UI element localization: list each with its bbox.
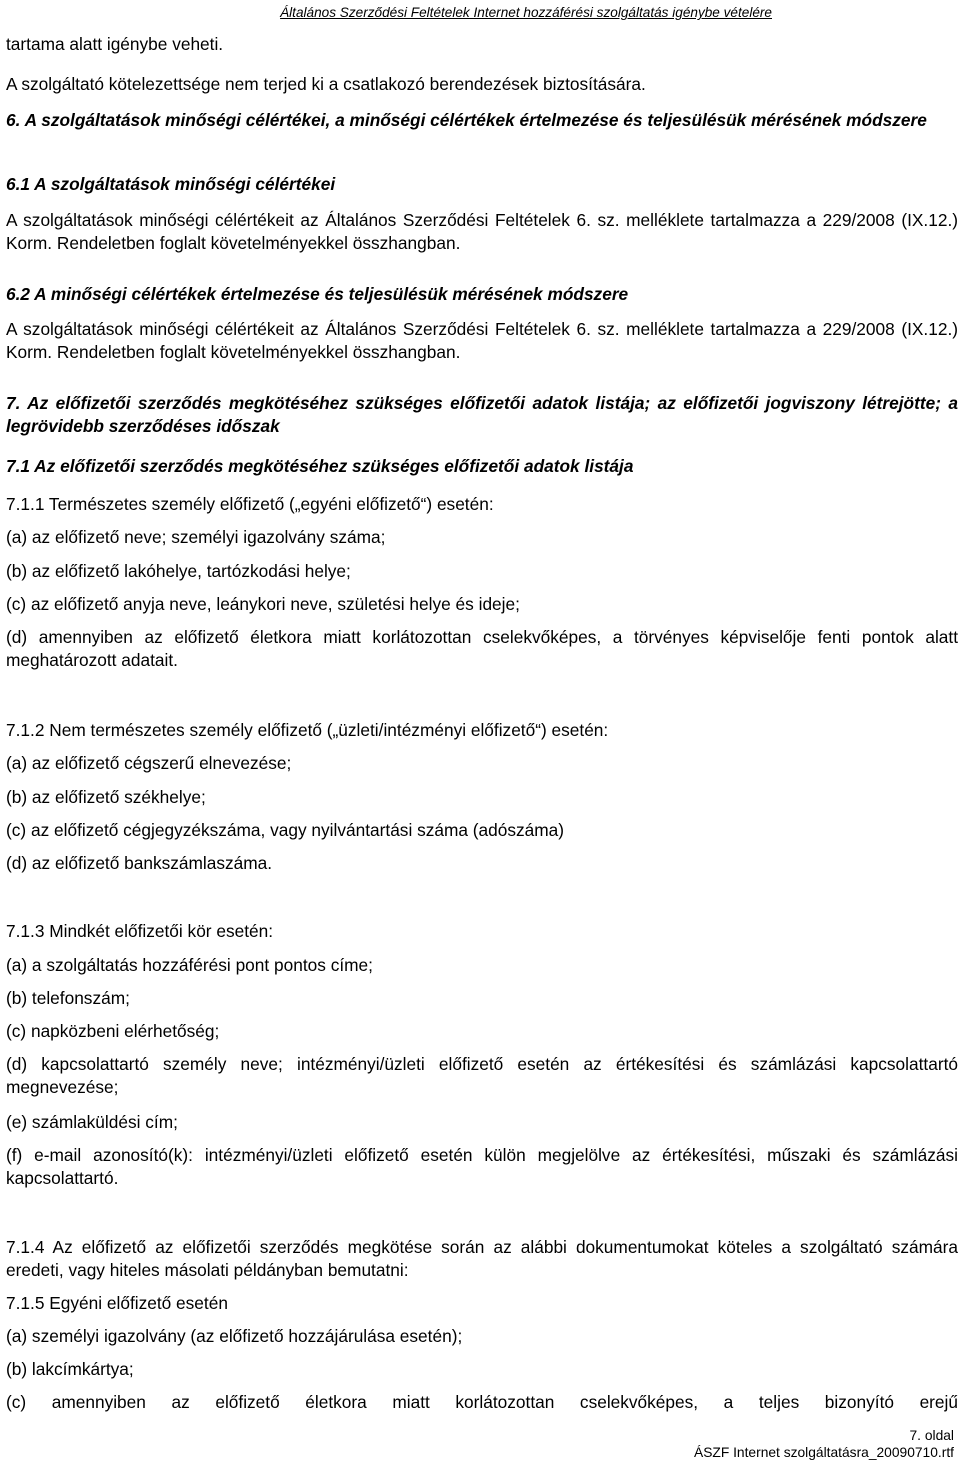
- list-item: (d) az előfizető bankszámlaszáma.: [6, 853, 273, 873]
- section-7-1-5-title: 7.1.5 Egyéni előfizető esetén: [6, 1293, 228, 1313]
- list-item: (c) napközbeni elérhetőség;: [6, 1021, 220, 1041]
- heading-6-2: 6.2 A minőségi célértékek értelmezése és teljesülésük mérésének módszere: [6, 284, 629, 304]
- section-7-1-2-title: 7.1.2 Nem természetes személy előfizető („üzleti/intézményi előfizető“) esetén:: [6, 720, 609, 740]
- heading-6-1: 6.1 A szolgáltatások minőségi célértékei: [6, 174, 336, 194]
- section-7-1-1-title: 7.1.1 Természetes személy előfizető („egyéni előfizető“) esetén:: [6, 494, 494, 514]
- list-item: (f) e-mail azonosító(k): intézményi/üzleti előfizető esetén külön megjelölve az értékesítési, műszaki és számlázási kapcsolattartó.: [6, 1145, 958, 1188]
- list-item: (b) az előfizető lakóhelye, tartózkodási helye;: [6, 561, 351, 581]
- page-header: Általános Szerződési Feltételek Internet hozzáférési szolgáltatás igénybe vételére: [280, 5, 772, 20]
- heading-7: 7. Az előfizetői szerződés megkötéséhez szükséges előfizetői adatok listája; az előfizetői jogviszony létrejötte; a legrövidebb szerződéses időszak: [6, 393, 958, 436]
- section-7-1-3-title: 7.1.3 Mindkét előfizetői kör esetén:: [6, 921, 274, 941]
- footer-file-name: ÁSZF Internet szolgáltatásra_20090710.rtf: [694, 1445, 954, 1460]
- paragraph-6-1: A szolgáltatások minőségi célértékeit az Általános Szerződési Feltételek 6. sz. melléklete tartalmazza a 229/2008 (IX.12.) Korm. Rendeletben foglalt követelményekkel összhangban.: [6, 210, 958, 253]
- list-item: (b) az előfizető székhelye;: [6, 787, 206, 807]
- paragraph-no-device: A szolgáltató kötelezettsége nem terjed ki a csatlakozó berendezések biztosítására.: [6, 74, 646, 94]
- heading-7-1: 7.1 Az előfizetői szerződés megkötéséhez szükséges előfizetői adatok listája: [6, 456, 634, 476]
- list-item: (d) kapcsolattartó személy neve; intézményi/üzleti előfizető esetén az értékesítési és számlázási kapcsolattartó megnevezése;: [6, 1054, 958, 1097]
- list-item: (a) az előfizető neve; személyi igazolvány száma;: [6, 527, 386, 547]
- list-item: (c) az előfizető anyja neve, leánykori neve, születési helye és ideje;: [6, 594, 520, 614]
- heading-6: 6. A szolgáltatások minőségi célértékei, a minőségi célértékek értelmezése és teljesülésük mérésének módszere: [6, 110, 927, 130]
- footer-page-number: 7. oldal: [909, 1428, 954, 1443]
- section-7-1-4: 7.1.4 Az előfizető az előfizetői szerződés megkötése során az alábbi dokumentumokat köteles a szolgáltató számára eredeti, vagy hiteles másolati példányban bemutatni:: [6, 1237, 958, 1280]
- list-item: (b) lakcímkártya;: [6, 1359, 134, 1379]
- paragraph-intro: tartama alatt igénybe veheti.: [6, 34, 224, 54]
- list-item: (c) amennyiben az előfizető életkora miatt korlátozottan cselekvőképes, a teljes bizonyító erejű: [6, 1392, 958, 1412]
- list-item: (e) számlaküldési cím;: [6, 1112, 178, 1132]
- list-item: (a) az előfizető cégszerű elnevezése;: [6, 753, 292, 773]
- list-item: (d) amennyiben az előfizető életkora miatt korlátozottan cselekvőképes, a törvényes képviselője fenti pontok alatt meghatározott adatait.: [6, 627, 958, 670]
- list-item: (b) telefonszám;: [6, 988, 130, 1008]
- list-item: (c) az előfizető cégjegyzékszáma, vagy nyilvántartási száma (adószáma): [6, 820, 565, 840]
- list-item: (a) a szolgáltatás hozzáférési pont pontos címe;: [6, 955, 373, 975]
- list-item: (a) személyi igazolvány (az előfizető hozzájárulása esetén);: [6, 1326, 463, 1346]
- paragraph-6-2: A szolgáltatások minőségi célértékeit az Általános Szerződési Feltételek 6. sz. melléklete tartalmazza a 229/2008 (IX.12.) Korm. Rendeletben foglalt követelményekkel összhangban.: [6, 319, 958, 362]
